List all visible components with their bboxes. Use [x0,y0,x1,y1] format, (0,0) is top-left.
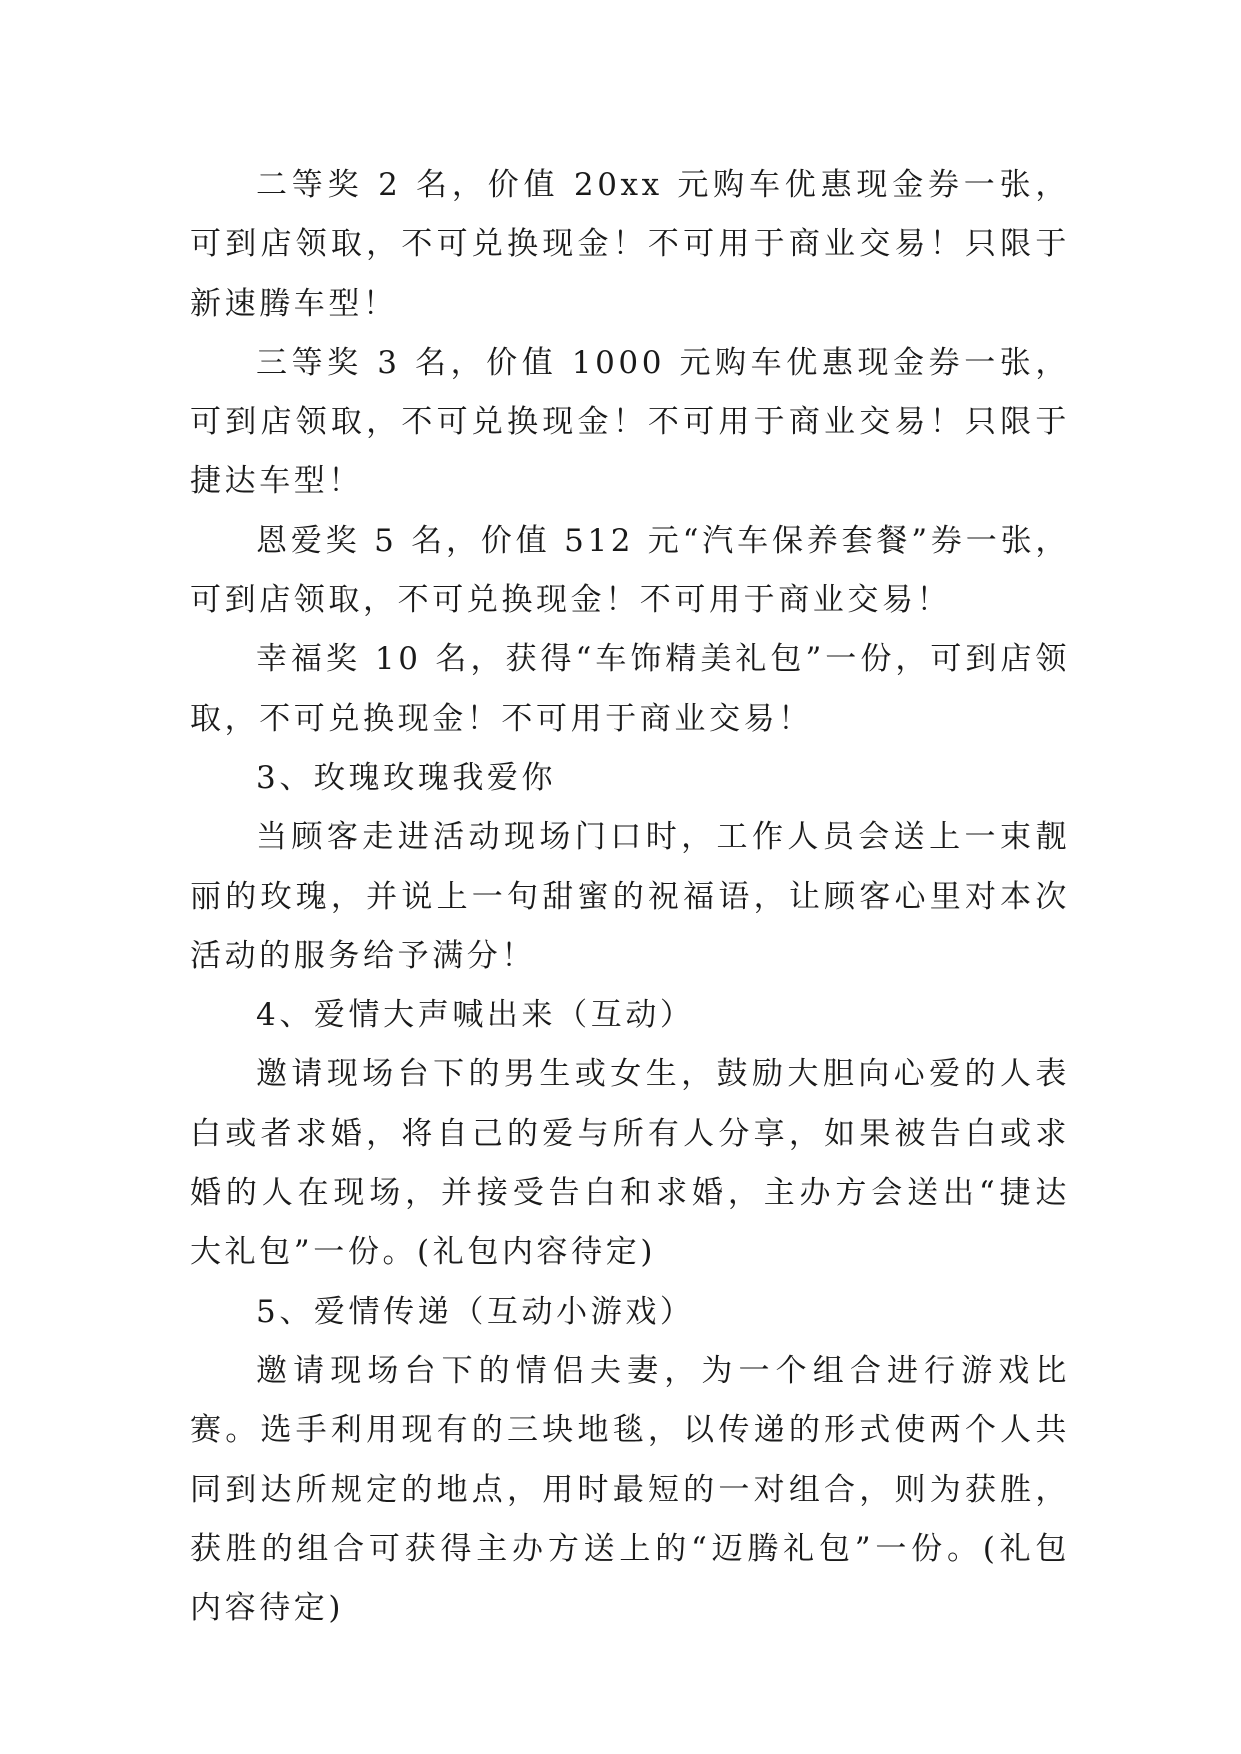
paragraph-love-prize: 恩爱奖 5 名，价值 512 元“汽车保养套餐”券一张，可到店领取，不可兑换现金！不可用于商业交易！ [190,522,1070,619]
paragraph-roses: 当顾客走进活动现场门口时，工作人员会送上一束靓丽的玫瑰，并说上一句甜蜜的祝福语，让顾客心里对本次活动的服务给予满分！ [190,819,1070,974]
document-body [190,156,1070,1638]
paragraph-love-relay: 邀请现场台下的情侣夫妻，为一个组合进行游戏比赛。选手利用现有的三块地毯，以传递的形式使两个人共同到达所规定的地点，用时最短的一对组合，则为获胜，获胜的组合可获得主办方送上的“迈腾礼包”一份。(礼包内容待定) [190,1352,1070,1627]
section-heading-shout-love: 4、爱情大声喊出来（互动） [256,997,695,1034]
paragraph-happiness-prize: 幸福奖 10 名，获得“车饰精美礼包”一份，可到店领取，不可兑换现金！不可用于商业交易！ [190,641,1070,737]
paragraph-shout-love: 邀请现场台下的男生或女生，鼓励大胆向心爱的人表白或者求婚，将自己的爱与所有人分享，如果被告白或求婚的人在现场，并接受告白和求婚，主办方会送出“捷达大礼包”一份。(礼包内容待定) [190,1056,1070,1271]
section-heading-roses: 3、玫瑰玫瑰我爱你 [256,759,557,796]
section-heading-love-relay: 5、爱情传递（互动小游戏） [256,1293,695,1330]
paragraph-third-prize: 三等奖 3 名，价值 1000 元购车优惠现金券一张，可到店领取，不可兑换现金！不可用于商业交易！只限于捷达车型！ [190,344,1070,500]
paragraph-second-prize: 二等奖 2 名，价值 20xx 元购车优惠现金券一张，可到店领取，不可兑换现金！不可用于商业交易！只限于新速腾车型！ [190,167,1070,322]
